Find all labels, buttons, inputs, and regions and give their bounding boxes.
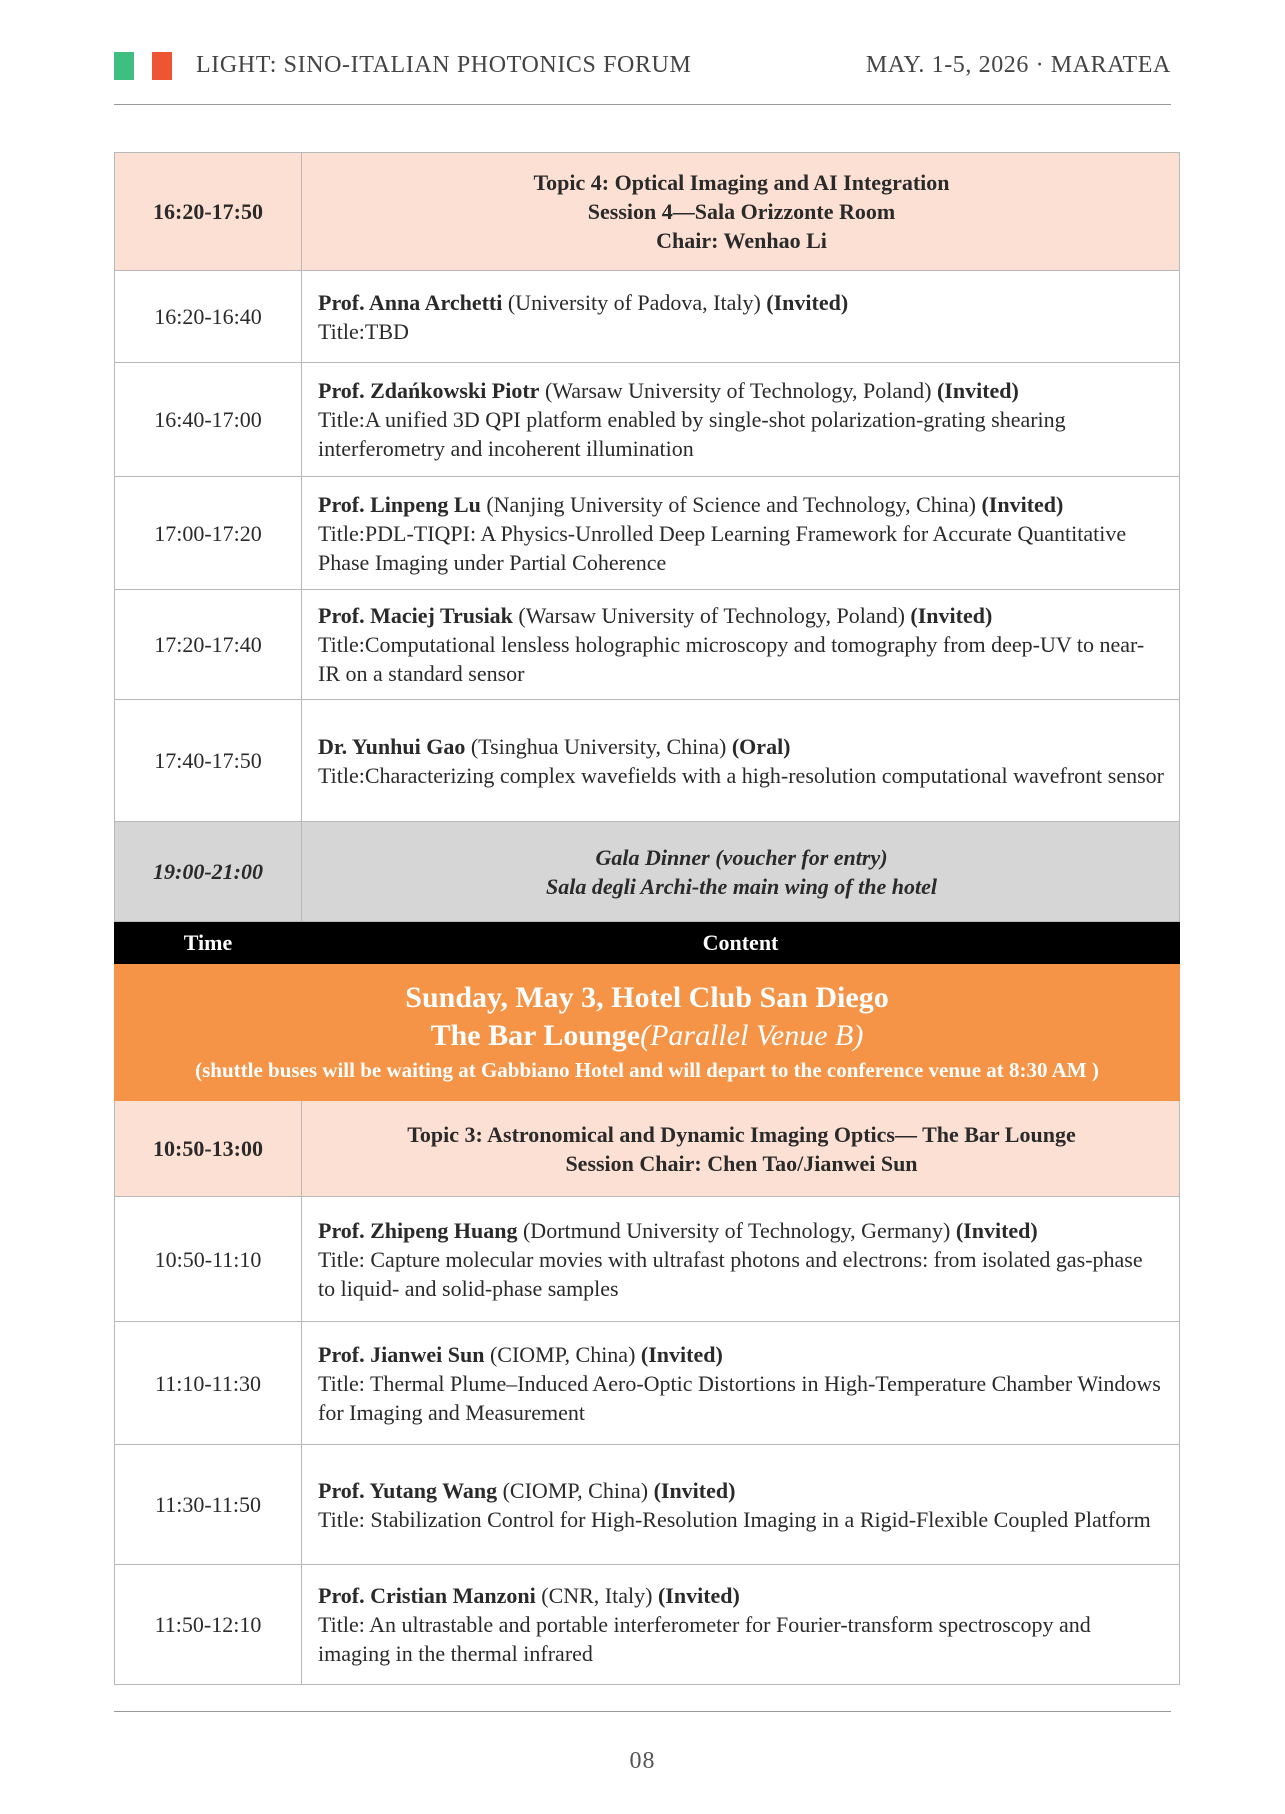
talk-info bbox=[302, 271, 1180, 363]
speaker-affiliation: (University of Padova, Italy) bbox=[502, 289, 767, 315]
talk-info bbox=[302, 477, 1180, 590]
speaker-name: Prof. Yutang Wang bbox=[318, 1477, 498, 1503]
talk-time: 11:50-12:10 bbox=[115, 1565, 302, 1685]
shuttle-note: (shuttle buses will be waiting at Gabbiano Hotel and will depart to the conference venue at 8:30 AM ) bbox=[195, 1058, 1099, 1082]
talk-row bbox=[115, 363, 1180, 477]
session-header-row bbox=[115, 153, 1180, 271]
speaker-name: Prof. Maciej Trusiak bbox=[318, 603, 513, 628]
gala-time: 19:00-21:00 bbox=[115, 822, 302, 922]
talk-title: Title:TBD bbox=[318, 318, 409, 344]
footer-divider bbox=[114, 1711, 1171, 1712]
talk-info bbox=[302, 1445, 1180, 1565]
session-room: Session 4—Sala Orizzonte Room bbox=[587, 199, 896, 224]
talk-info bbox=[302, 1197, 1180, 1322]
conference-date-place: MAY. 1-5, 2026 · MARATEA bbox=[865, 52, 1171, 78]
speaker-affiliation: (Warsaw University of Technology, Poland) bbox=[512, 603, 911, 628]
page-header bbox=[114, 48, 1171, 88]
talk-type: (Invited) bbox=[657, 1583, 740, 1608]
session-time: 16:20-17:50 bbox=[115, 153, 302, 271]
talk-row bbox=[115, 1322, 1180, 1445]
talk-row bbox=[115, 477, 1180, 590]
gala-title: Gala Dinner (voucher for entry) bbox=[595, 844, 888, 870]
talk-type: (Invited) bbox=[653, 1477, 736, 1503]
talk-title: Title:Computational lensless holographic microscopy and tomography from deep-UV to near-IR on a standard sensor bbox=[318, 632, 1145, 686]
session-time: 10:50-13:00 bbox=[115, 1101, 302, 1197]
session-header-row bbox=[115, 1101, 1180, 1197]
talk-title: Title: An ultrastable and portable interferometer for Fourier-transform spectroscopy and imaging in the thermal infrared bbox=[318, 1612, 1091, 1666]
column-header-time: Time bbox=[115, 922, 302, 964]
talk-info bbox=[302, 1322, 1180, 1445]
column-header-row bbox=[115, 922, 1180, 964]
talk-type: (Invited) bbox=[640, 1341, 723, 1367]
talk-type: (Invited) bbox=[910, 603, 993, 628]
gala-row bbox=[115, 822, 1180, 922]
speaker-affiliation: (Warsaw University of Technology, Poland) bbox=[539, 378, 937, 403]
conference-title: LIGHT: SINO-ITALIAN PHOTONICS FORUM bbox=[196, 52, 692, 78]
speaker-affiliation: (Nanjing University of Science and Technology, China) bbox=[480, 491, 982, 517]
talk-time: 10:50-11:10 bbox=[115, 1197, 302, 1322]
day-banner-venue: The Bar Lounge bbox=[430, 1019, 641, 1052]
talk-time: 17:40-17:50 bbox=[115, 700, 302, 822]
gala-info bbox=[302, 822, 1180, 922]
gala-location: Sala degli Archi-the main wing of the hotel bbox=[546, 873, 937, 899]
talk-type: (Invited) bbox=[936, 378, 1019, 403]
talk-title: Title:Characterizing complex wavefields with a high-resolution computational wavefront sensor bbox=[318, 762, 1164, 788]
talk-type: (Invited) bbox=[981, 491, 1064, 517]
speaker-affiliation: (Tsinghua University, China) bbox=[465, 733, 732, 759]
talk-row bbox=[115, 271, 1180, 363]
page-number: 08 bbox=[629, 1748, 656, 1774]
header-divider bbox=[114, 104, 1171, 105]
session-info bbox=[302, 1101, 1180, 1197]
talk-time: 16:40-17:00 bbox=[115, 363, 302, 477]
speaker-name: Prof. Jianwei Sun bbox=[318, 1341, 485, 1367]
talk-info bbox=[302, 590, 1180, 700]
session-chair: Chair: Wenhao Li bbox=[656, 228, 827, 253]
speaker-name: Prof. Cristian Manzoni bbox=[318, 1583, 536, 1608]
speaker-affiliation: (CIOMP, China) bbox=[484, 1341, 641, 1367]
talk-row bbox=[115, 1197, 1180, 1322]
talk-title: Title: Thermal Plume–Induced Aero-Optic Distortions in High-Temperature Chamber Windows for Imaging and Measurement bbox=[318, 1370, 1161, 1425]
talk-row bbox=[115, 1445, 1180, 1565]
talk-time: 11:30-11:50 bbox=[115, 1445, 302, 1565]
talk-row bbox=[115, 590, 1180, 700]
session-chair: Session Chair: Chen Tao/Jianwei Sun bbox=[565, 1150, 918, 1176]
speaker-affiliation: (CNR, Italy) bbox=[535, 1583, 658, 1608]
talk-type: (Invited) bbox=[766, 289, 849, 315]
speaker-name: Prof. Anna Archetti bbox=[318, 289, 503, 315]
session-topic: Topic 4: Optical Imaging and AI Integration bbox=[533, 170, 950, 195]
speaker-name: Prof. Zhipeng Huang bbox=[318, 1217, 518, 1243]
talk-time: 17:20-17:40 bbox=[115, 590, 302, 700]
talk-time: 11:10-11:30 bbox=[115, 1322, 302, 1445]
talk-info bbox=[302, 363, 1180, 477]
day-banner-row bbox=[115, 964, 1180, 1101]
speaker-affiliation: (CIOMP, China) bbox=[497, 1477, 654, 1503]
talk-title: Title:A unified 3D QPI platform enabled by single-shot polarization-grating shearing interferometry and incoherent illumination bbox=[318, 407, 1066, 461]
day-banner-parallel: (Parallel Venue B) bbox=[640, 1019, 864, 1052]
italian-flag-icon bbox=[114, 52, 174, 80]
talk-time: 17:00-17:20 bbox=[115, 477, 302, 590]
speaker-name: Dr. Yunhui Gao bbox=[318, 733, 466, 759]
schedule-table bbox=[114, 152, 1180, 1685]
session-topic: Topic 3: Astronomical and Dynamic Imaging Optics— The Bar Lounge bbox=[407, 1121, 1076, 1147]
day-banner bbox=[115, 964, 1180, 1101]
talk-title: Title:PDL-TIQPI: A Physics-Unrolled Deep Learning Framework for Accurate Quantitative Phase Imaging under Partial Coherence bbox=[318, 520, 1127, 575]
talk-time: 16:20-16:40 bbox=[115, 271, 302, 363]
talk-row bbox=[115, 700, 1180, 822]
column-header-content: Content bbox=[302, 922, 1180, 964]
speaker-affiliation: (Dortmund University of Technology, Germany) bbox=[517, 1217, 956, 1243]
speaker-name: Prof. Zdańkowski Piotr bbox=[318, 378, 540, 403]
talk-title: Title: Stabilization Control for High-Resolution Imaging in a Rigid-Flexible Coupled Platform bbox=[318, 1506, 1151, 1532]
talk-title: Title: Capture molecular movies with ultrafast photons and electrons: from isolated gas-phase to liquid- and solid-phase samples bbox=[318, 1246, 1143, 1301]
day-banner-date: Sunday, May 3, Hotel Club San Diego bbox=[405, 981, 889, 1014]
speaker-name: Prof. Linpeng Lu bbox=[318, 491, 481, 517]
talk-info bbox=[302, 700, 1180, 822]
talk-info bbox=[302, 1565, 1180, 1685]
session-info bbox=[302, 153, 1180, 271]
talk-type: (Oral) bbox=[731, 733, 791, 759]
talk-type: (Invited) bbox=[955, 1217, 1038, 1243]
talk-row bbox=[115, 1565, 1180, 1685]
